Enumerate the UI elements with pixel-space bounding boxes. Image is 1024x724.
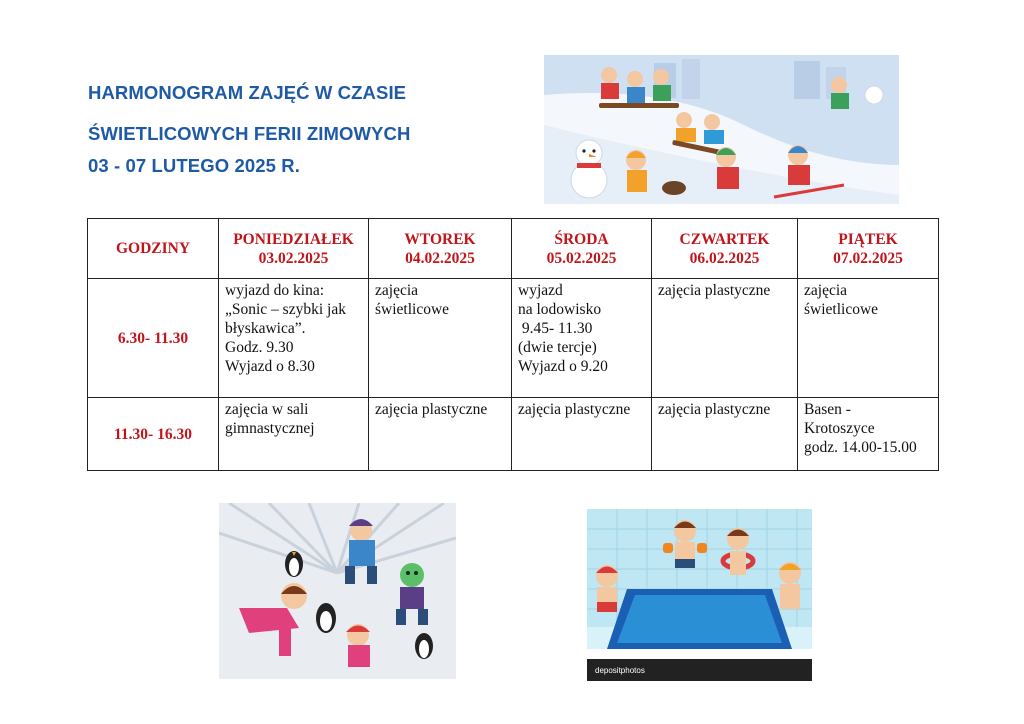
cell-line: błyskawica”. [225, 320, 306, 337]
header-tuesday [369, 219, 512, 279]
cell-line: Wyjazd o 9.20 [518, 358, 608, 375]
cell-line: „Sonic – szybki jak [225, 301, 346, 318]
cell-line: zajęcia [804, 282, 848, 299]
cell-line: zajęcia plastyczne [518, 401, 631, 418]
friday-afternoon-cell [798, 398, 939, 471]
time-slot-afternoon: 11.30- 16.30 [88, 398, 219, 471]
header-wednesday [512, 219, 652, 279]
time-slot-morning: 6.30- 11.30 [88, 279, 219, 398]
winter-sledding-illustration [544, 55, 899, 204]
thursday-morning-cell [652, 279, 798, 398]
tuesday-afternoon-cell [369, 398, 512, 471]
table-header-row [88, 219, 939, 279]
cell-line: zajęcia plastyczne [658, 282, 771, 299]
cell-line: świetlicowe [375, 301, 450, 318]
tuesday-morning-cell [369, 279, 512, 398]
cell-line: zajęcia plastyczne [658, 401, 771, 418]
cell-line: na lodowisko [518, 301, 602, 318]
header-date: 03.02.2025 [258, 249, 329, 267]
cell-line: Basen - [804, 401, 851, 418]
header-date: 06.02.2025 [689, 249, 760, 267]
monday-morning-cell [219, 279, 369, 398]
cell-line: zajęcia [375, 282, 419, 299]
header-hours [88, 219, 219, 279]
header-day: PIĄTEK [838, 230, 898, 248]
swimming-pool-illustration [587, 509, 812, 681]
title-line-1: HARMONOGRAM ZAJĘĆ W CZASIE [88, 82, 407, 103]
header-thursday [652, 219, 798, 279]
cell-line: zajęcia plastyczne [375, 401, 488, 418]
header-day: CZWARTEK [679, 230, 770, 248]
thursday-afternoon-cell [652, 398, 798, 471]
cell-line: świetlicowe [804, 301, 879, 318]
cell-line: godz. 14.00-15.00 [804, 439, 917, 456]
cell-line: wyjazd [518, 282, 563, 299]
header-day: ŚRODA [554, 230, 609, 248]
cell-line: Krotoszyce [804, 420, 875, 437]
cell-line: wyjazd do kina: [225, 282, 325, 299]
header-date: 07.02.2025 [833, 249, 903, 267]
cell-line: (dwie tercje) [518, 339, 597, 356]
header-day: GODZINY [115, 240, 191, 257]
header-date: 04.02.2025 [405, 249, 475, 267]
table-row [88, 279, 939, 398]
table-row [88, 398, 939, 471]
header-day: PONIEDZIAŁEK [233, 230, 354, 248]
header-day: WTOREK [404, 230, 476, 248]
header-friday [798, 219, 939, 279]
schedule-table [87, 218, 939, 471]
cell-line: gimnastycznej [225, 420, 315, 437]
cell-line: Godz. 9.30 [225, 339, 294, 356]
monday-afternoon-cell [219, 398, 369, 471]
header-date: 05.02.2025 [546, 249, 617, 267]
cell-line: zajęcia w sali [225, 401, 309, 418]
wednesday-morning-cell [512, 279, 652, 398]
friday-morning-cell [798, 279, 939, 398]
title-line-2: ŚWIETLICOWYCH FERII ZIMOWYCH [88, 123, 411, 144]
watermark-text: depositphotos [595, 666, 645, 675]
cell-line: Wyjazd o 8.30 [225, 358, 315, 375]
header-monday [219, 219, 369, 279]
title-line-3: 03 - 07 LUTEGO 2025 R. [88, 155, 300, 176]
ice-skating-illustration [219, 503, 456, 679]
wednesday-afternoon-cell [512, 398, 652, 471]
cell-line: 9.45- 11.30 [518, 320, 593, 337]
